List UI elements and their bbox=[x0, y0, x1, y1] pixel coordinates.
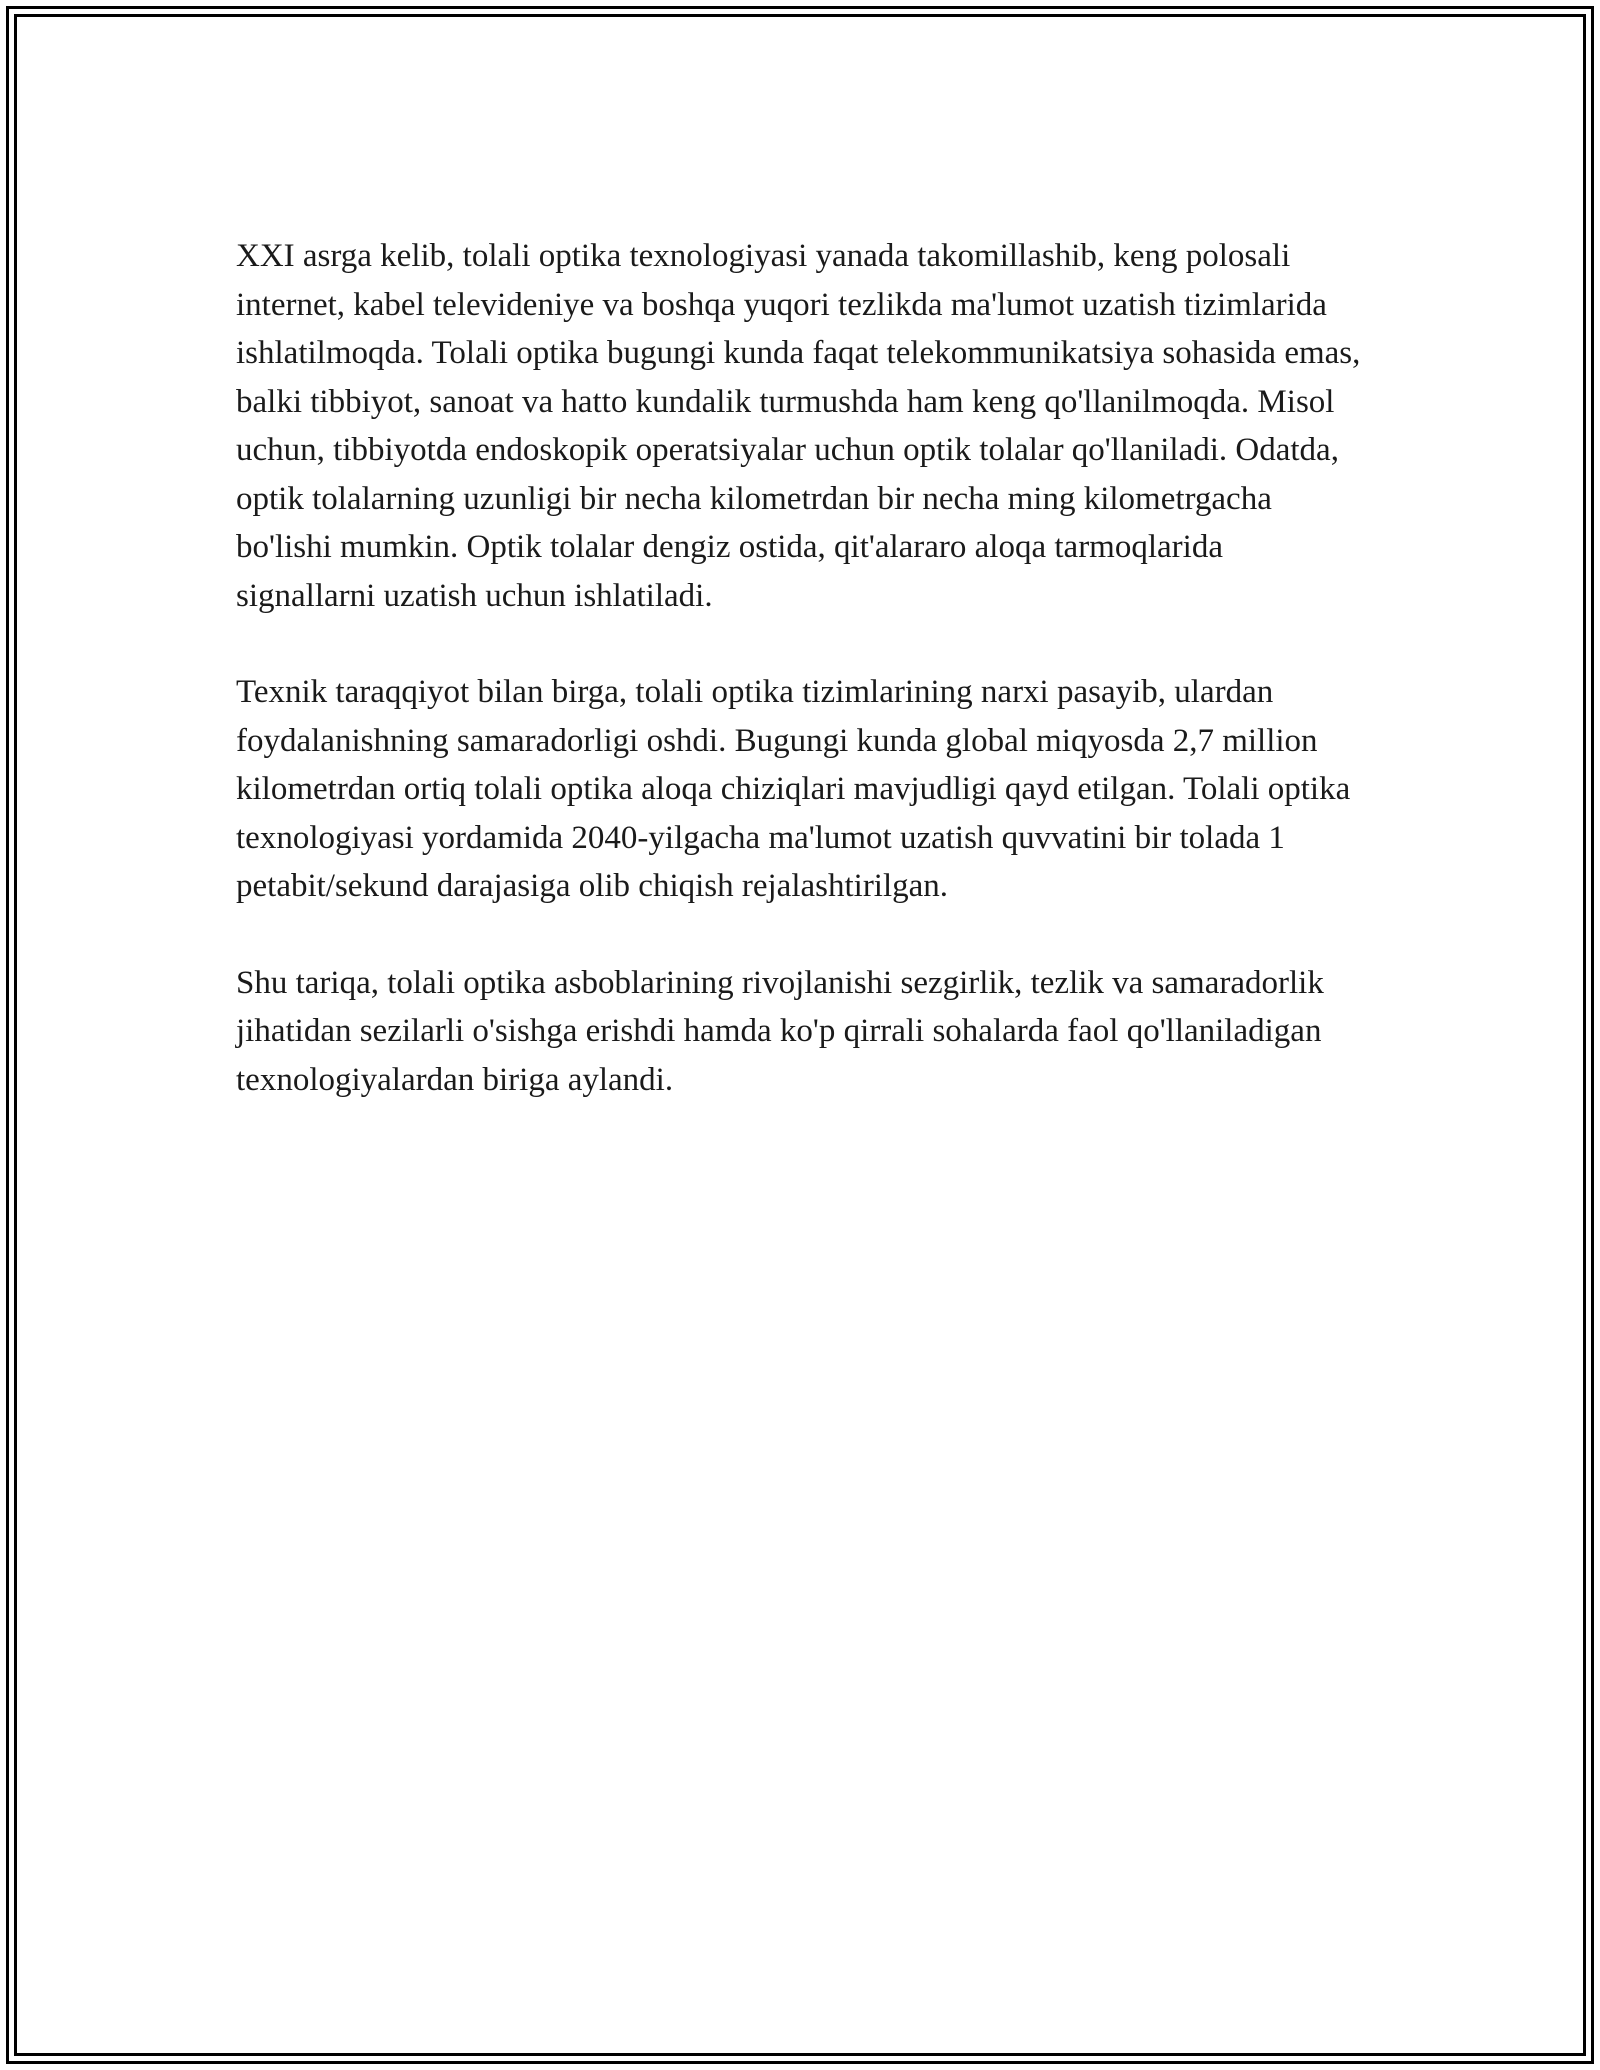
paragraph-1: XXI asrga kelib, tolali optika texnologiyasi yanada takomillashib, keng polosali internet, kabel televideniye va boshqa yuqori tezlikda ma'lumot uzatish tizimlarida ishlatilmoqda. Tolali optika bugungi kunda faqat telekommunikatsiya sohasida emas, balki tibbiyot, sanoat va hatto kundalik turmushda ham keng qo'llanilmoqda. Misol uchun, tibbiyotda endoskopik operatsiyalar uchun optik tolalar qo'llaniladi. Odatda, optik tolalarning uzunligi bir necha kilometrdan bir necha ming kilometrgacha bo'lishi mumkin. Optik tolalar dengiz ostida, qit'alararo aloqa tarmoqlarida signallarni uzatish uchun ishlatiladi. bbox=[236, 238, 1361, 614]
paragraph-3: Shu tariqa, tolali optika asboblarining rivojlanishi sezgirlik, tezlik va samaradorlik jihatidan sezilarli o'sishga erishdi hamda ko'p qirrali sohalarda faol qo'llaniladigan texnologiyalardan biriga aylandi. bbox=[236, 964, 1324, 1098]
document-body bbox=[236, 232, 1366, 1152]
paragraph-2: Texnik taraqqiyot bilan birga, tolali optika tizimlarining narxi pasayib, ulardan foydalanishning samaradorligi oshdi. Bugungi kunda global miqyosda 2,7 million kilometrdan ortiq tolali optika aloqa chiziqlari mavjudligi qayd etilgan. Tolali optika texnologiyasi yordamida 2040-yilgacha ma'lumot uzatish quvvatini bir tolada 1 petabit/sekund darajasiga olib chiqish rejalashtirilgan. bbox=[236, 674, 1351, 904]
